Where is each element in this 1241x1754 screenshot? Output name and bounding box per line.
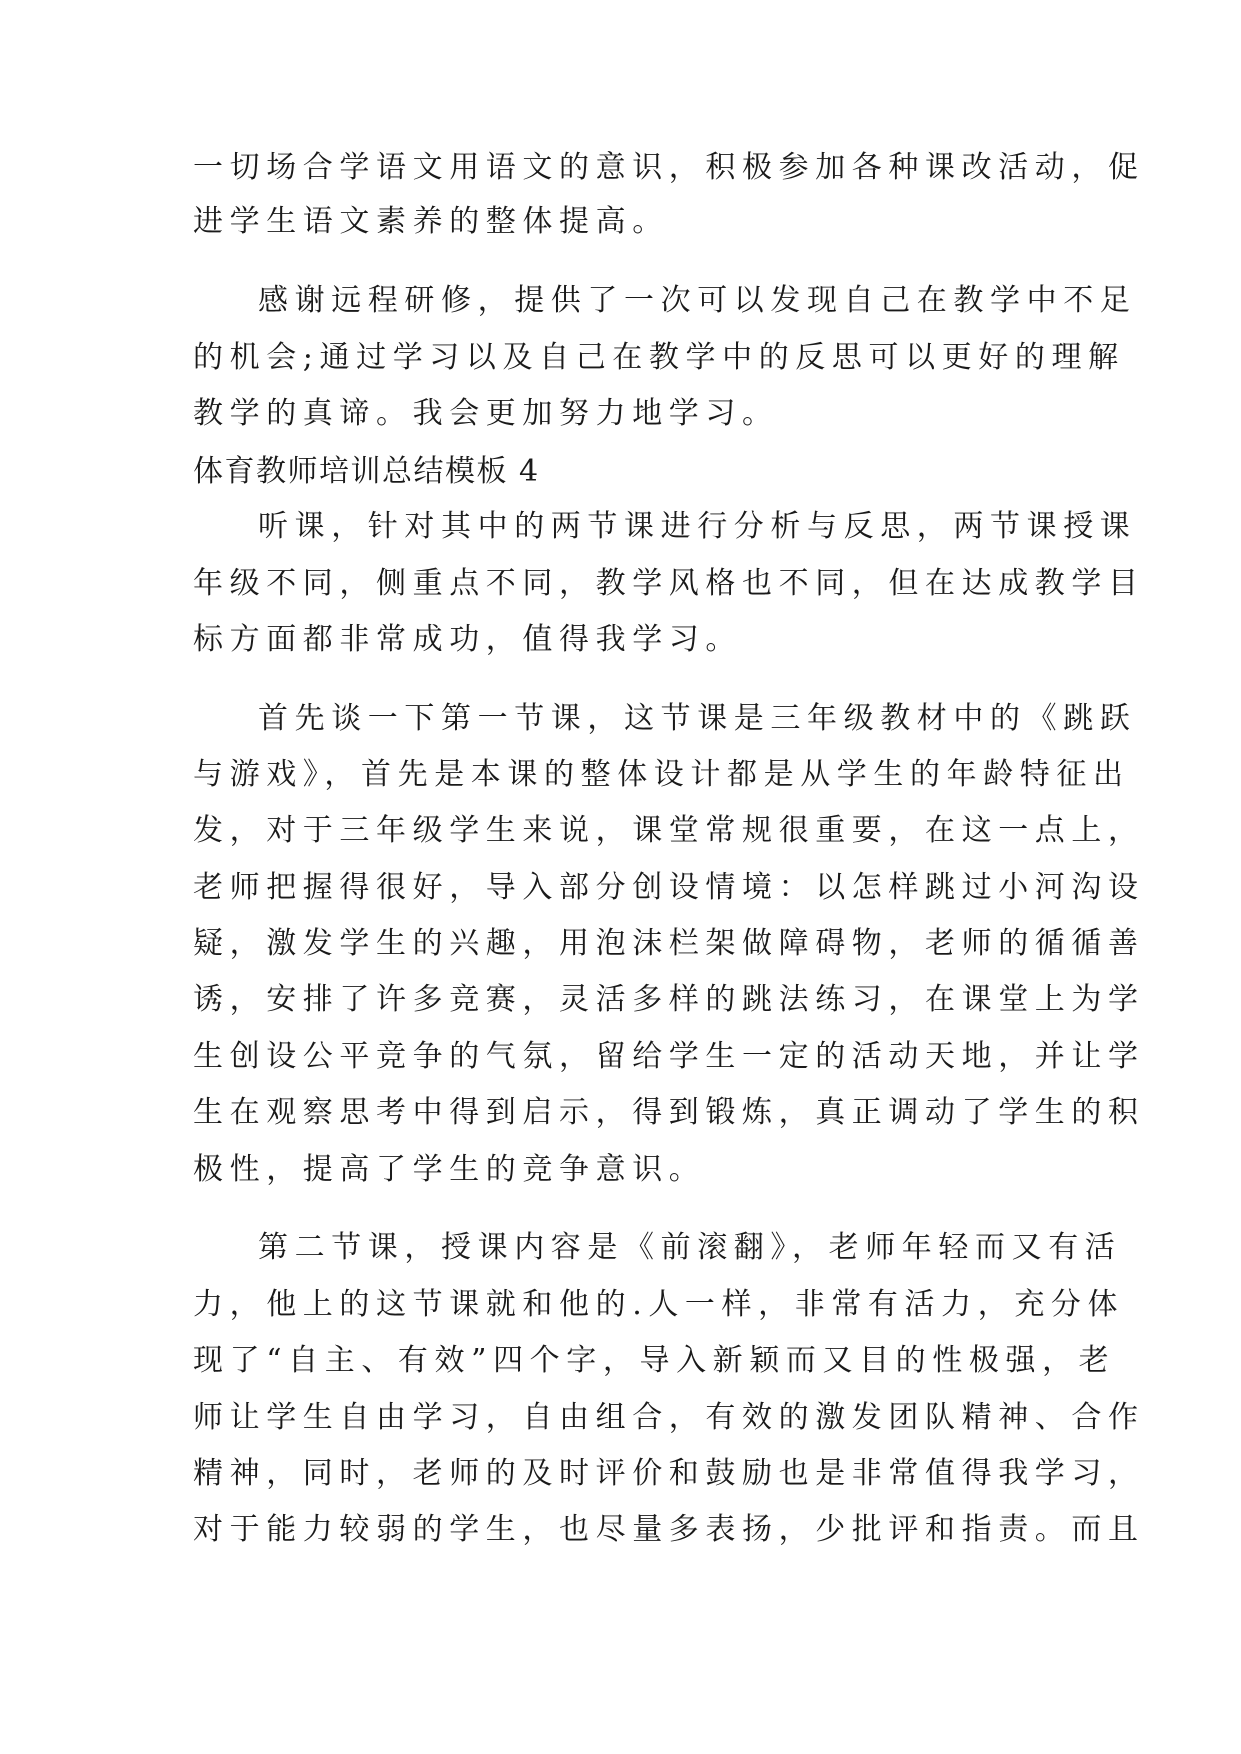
text-line: 生创设公平竞争的气氛，留给学生一定的活动天地，并让学 <box>193 1039 1145 1074</box>
text-line: 对于能力较弱的学生，也尽量多表扬，少批评和指责。而且 <box>193 1512 1145 1547</box>
paragraph-first-line: 感谢远程研修，提供了一次可以发现自己在教学中不足 <box>258 283 1137 318</box>
text-line: 老师把握得很好，导入部分创设情境：以怎样跳过小河沟设 <box>193 870 1145 905</box>
text-line: 精神，同时，老师的及时评价和鼓励也是非常值得我学习， <box>193 1456 1145 1491</box>
text-line: 师让学生自由学习，自由组合，有效的激发团队精神、合作 <box>193 1400 1145 1435</box>
text-line: 进学生语文素养的整体提高。 <box>193 204 669 239</box>
text-line: 诱，安排了许多竞赛，灵活多样的跳法练习，在课堂上为学 <box>193 982 1145 1017</box>
section-heading: 体育教师培训总结模板 4 <box>193 454 540 489</box>
paragraph-first-line: 第二节课，授课内容是《前滚翻》，老师年轻而又有活 <box>258 1230 1122 1265</box>
text-line: 的机会;通过学习以及自己在教学中的反思可以更好的理解 <box>193 340 1125 375</box>
text-line: 教学的真谛。我会更加努力地学习。 <box>193 396 779 431</box>
text-line: 与游戏》，首先是本课的整体设计都是从学生的年龄特征出 <box>193 757 1130 792</box>
text-line: 一切场合学语文用语文的意识，积极参加各种课改活动，促 <box>193 150 1145 185</box>
paragraph-first-line: 听课，针对其中的两节课进行分析与反思，两节课授课 <box>258 509 1137 544</box>
text-line: 现了“自主、有效”四个字，导入新颖而又目的性极强，老 <box>193 1343 1116 1378</box>
text-line: 年级不同，侧重点不同，教学风格也不同，但在达成教学目 <box>193 566 1145 601</box>
text-line: 生在观察思考中得到启示，得到锻炼，真正调动了学生的积 <box>193 1095 1145 1130</box>
text-line: 力，他上的这节课就和他的.人一样，非常有活力，充分体 <box>193 1287 1125 1322</box>
text-line: 发，对于三年级学生来说，课堂常规很重要，在这一点上， <box>193 813 1145 848</box>
text-line: 疑，激发学生的兴趣，用泡沫栏架做障碍物，老师的循循善 <box>193 926 1145 961</box>
paragraph-first-line: 首先谈一下第一节课，这节课是三年级教材中的《跳跃 <box>258 701 1137 736</box>
text-line: 标方面都非常成功，值得我学习。 <box>193 622 742 657</box>
text-line: 极性，提高了学生的竞争意识。 <box>193 1152 706 1187</box>
